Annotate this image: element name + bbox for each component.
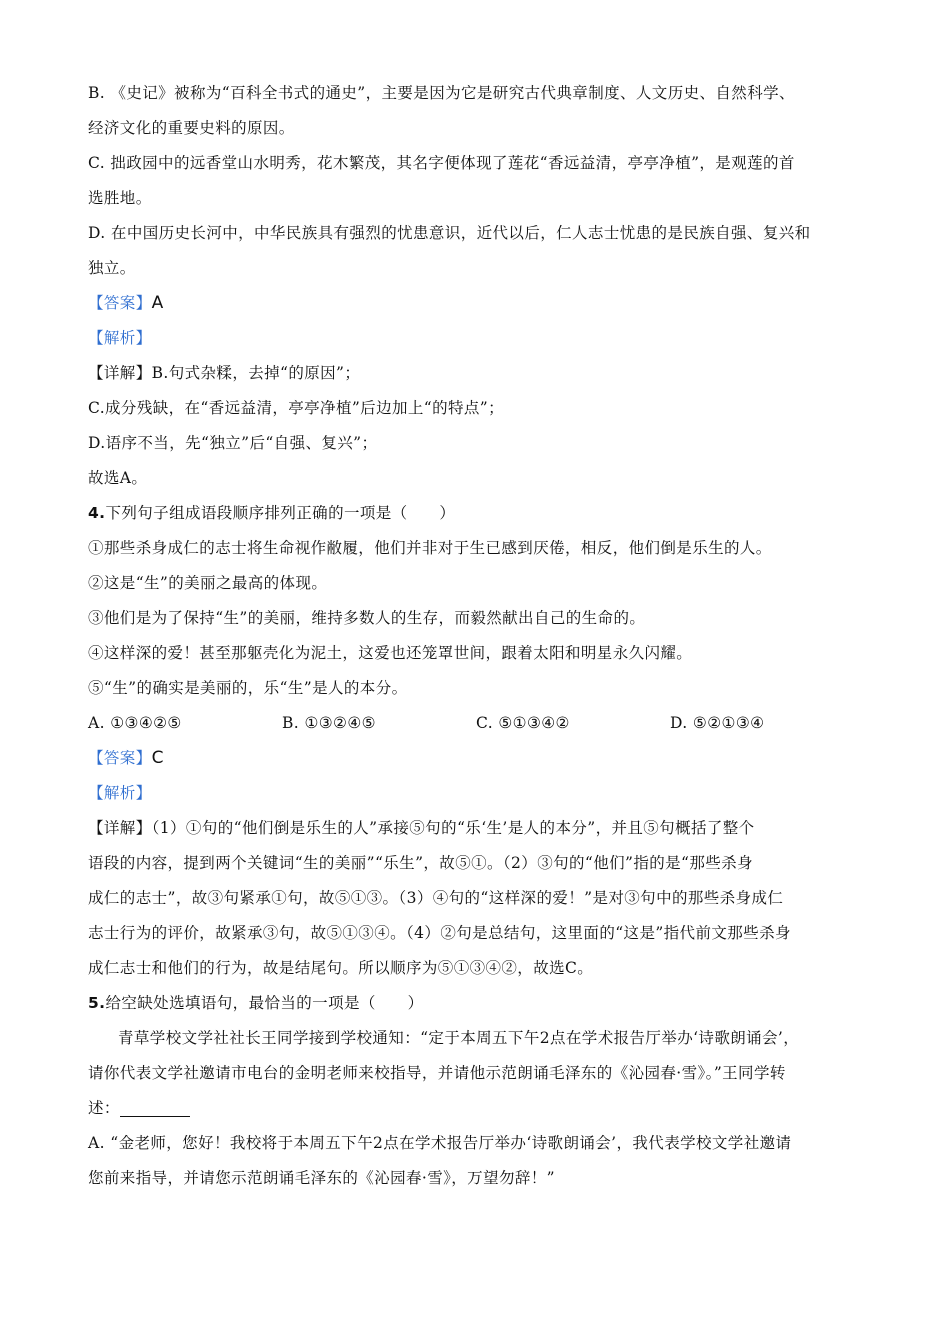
- detail-label: 【详解】: [88, 364, 152, 382]
- detail-label: 【详解】: [88, 819, 152, 837]
- q3-detail-line3: D.语序不当，先“独立”后“自强、复兴”；: [88, 434, 378, 452]
- q3-option-b-line2: 经济文化的重要史料的原因。: [88, 119, 295, 137]
- q5-number: 5.: [88, 994, 106, 1012]
- q4-answer: [88, 741, 878, 776]
- q4-detail-line2: 语段的内容，提到两个关键词“生的美丽”“乐生”，故⑤①。（2）③句的“他们”指的是“那些杀身: [88, 854, 753, 872]
- q4-detail-line3: 成仁的志士”，故③句紧承①句，故⑤①③。（3）④句的“这样深的爱！”是对③句中的那些杀身成仁: [88, 889, 784, 907]
- q4-sentence-3: ③他们是为了保持“生”的美丽，维持多数人的生存，而毅然献出自己的生命的。: [88, 609, 646, 627]
- q4-option-a: A. ①③④②⑤: [88, 714, 182, 732]
- analysis-label: 【解析】: [88, 329, 152, 347]
- q4-detail-line4: 志士行为的评价，故紧承③句，故⑤①③④。（4）②句是总结句，这里面的“这是”指代前文那些杀身: [88, 924, 791, 942]
- q4-sentence-1: ①那些杀身成仁的志士将生命视作敝履，他们并非对于生已感到厌倦，相反，他们倒是乐生的人。: [88, 539, 772, 557]
- q4-sentence-5: ⑤“生”的确实是美丽的，乐“生”是人的本分。: [88, 679, 408, 697]
- q4-sentence-4: ④这样深的爱！甚至那躯壳化为泥土，这爱也还笼罩世间，跟着太阳和明星永久闪耀。: [88, 644, 693, 662]
- q3-option-c-line1: C. 拙政园中的远香堂山水明秀，花木繁茂，其名字便体现了莲花“香远益清，亭亭净植”，是观莲的首: [88, 154, 795, 172]
- q3-answer: [88, 286, 878, 321]
- q4-number: 4.: [88, 504, 106, 522]
- q5-option-a-line1: A. “金老师，您好！我校将于本周五下午2点在学术报告厅举办‘诗歌朗诵会’，我代表学校文学社邀请: [88, 1134, 792, 1152]
- q4-option-c: C. ⑤①③④②: [476, 714, 570, 732]
- q4-stem: 4.下列句子组成语段顺序排列正确的一项是（ ）: [88, 504, 456, 522]
- q3-detail-line1: 【详解】B.句式杂糅，去掉“的原因”；: [88, 364, 361, 382]
- q4-answer-value: C: [151, 748, 164, 768]
- q5-stem: 5.给空缺处选填语句，最恰当的一项是（ ）: [88, 994, 424, 1012]
- answer-blank: [120, 1098, 190, 1117]
- document-page: [88, 76, 878, 1196]
- answer-label: 【答案】: [88, 749, 152, 767]
- q4-detail-line5: 成仁志士和他们的行为，故是结尾句。所以顺序为⑤①③④②，故选C。: [88, 959, 594, 977]
- q5-option-a-line2: 您前来指导，并请您示范朗诵毛泽东的《沁园春·雪》，万望勿辞！”: [88, 1169, 556, 1187]
- q4-detail-line1: 【详解】（1）①句的“他们倒是乐生的人”承接⑤句的“乐‘生’是人的本分”，并且⑤句概括了整个: [88, 819, 755, 837]
- q4-analysis: [88, 776, 878, 811]
- analysis-label: 【解析】: [88, 784, 152, 802]
- q3-option-b-line1: B. 《史记》被称为“百科全书式的通史”，主要是因为它是研究古代典章制度、人文历史、自然科学、: [88, 84, 795, 102]
- q3-analysis: [88, 321, 878, 356]
- q3-option-d-line2: 独立。: [88, 259, 136, 277]
- q5-passage-line1: 青草学校文学社社长王同学接到学校通知：“定于本周五下午2点在学术报告厅举办‘诗歌朗诵会’，: [118, 1029, 800, 1047]
- q5-passage-line2: 请你代表文学社邀请市电台的金明老师来校指导，并请他示范朗诵毛泽东的《沁园春·雪》。”王同学转: [88, 1064, 786, 1082]
- q4-option-b: B. ①③②④⑤: [282, 714, 376, 732]
- q3-option-d-line1: D. 在中国历史长河中，中华民族具有强烈的忧患意识，近代以后，仁人志士忧患的是民族自强、复兴和: [88, 224, 811, 242]
- q3-option-c-line2: 选胜地。: [88, 189, 152, 207]
- q4-options: [88, 706, 878, 741]
- q3-detail-line4: 故选A。: [88, 469, 148, 487]
- answer-label: 【答案】: [88, 294, 152, 312]
- q4-sentence-2: ②这是“生”的美丽之最高的体现。: [88, 574, 328, 592]
- q3-detail-line2: C.成分残缺，在“香远益清，亭亭净植”后边加上“的特点”；: [88, 399, 505, 417]
- q4-option-d: D. ⑤②①③④: [670, 714, 765, 732]
- q5-passage-line3: 述：: [88, 1091, 878, 1126]
- q3-answer-value: A: [151, 293, 164, 313]
